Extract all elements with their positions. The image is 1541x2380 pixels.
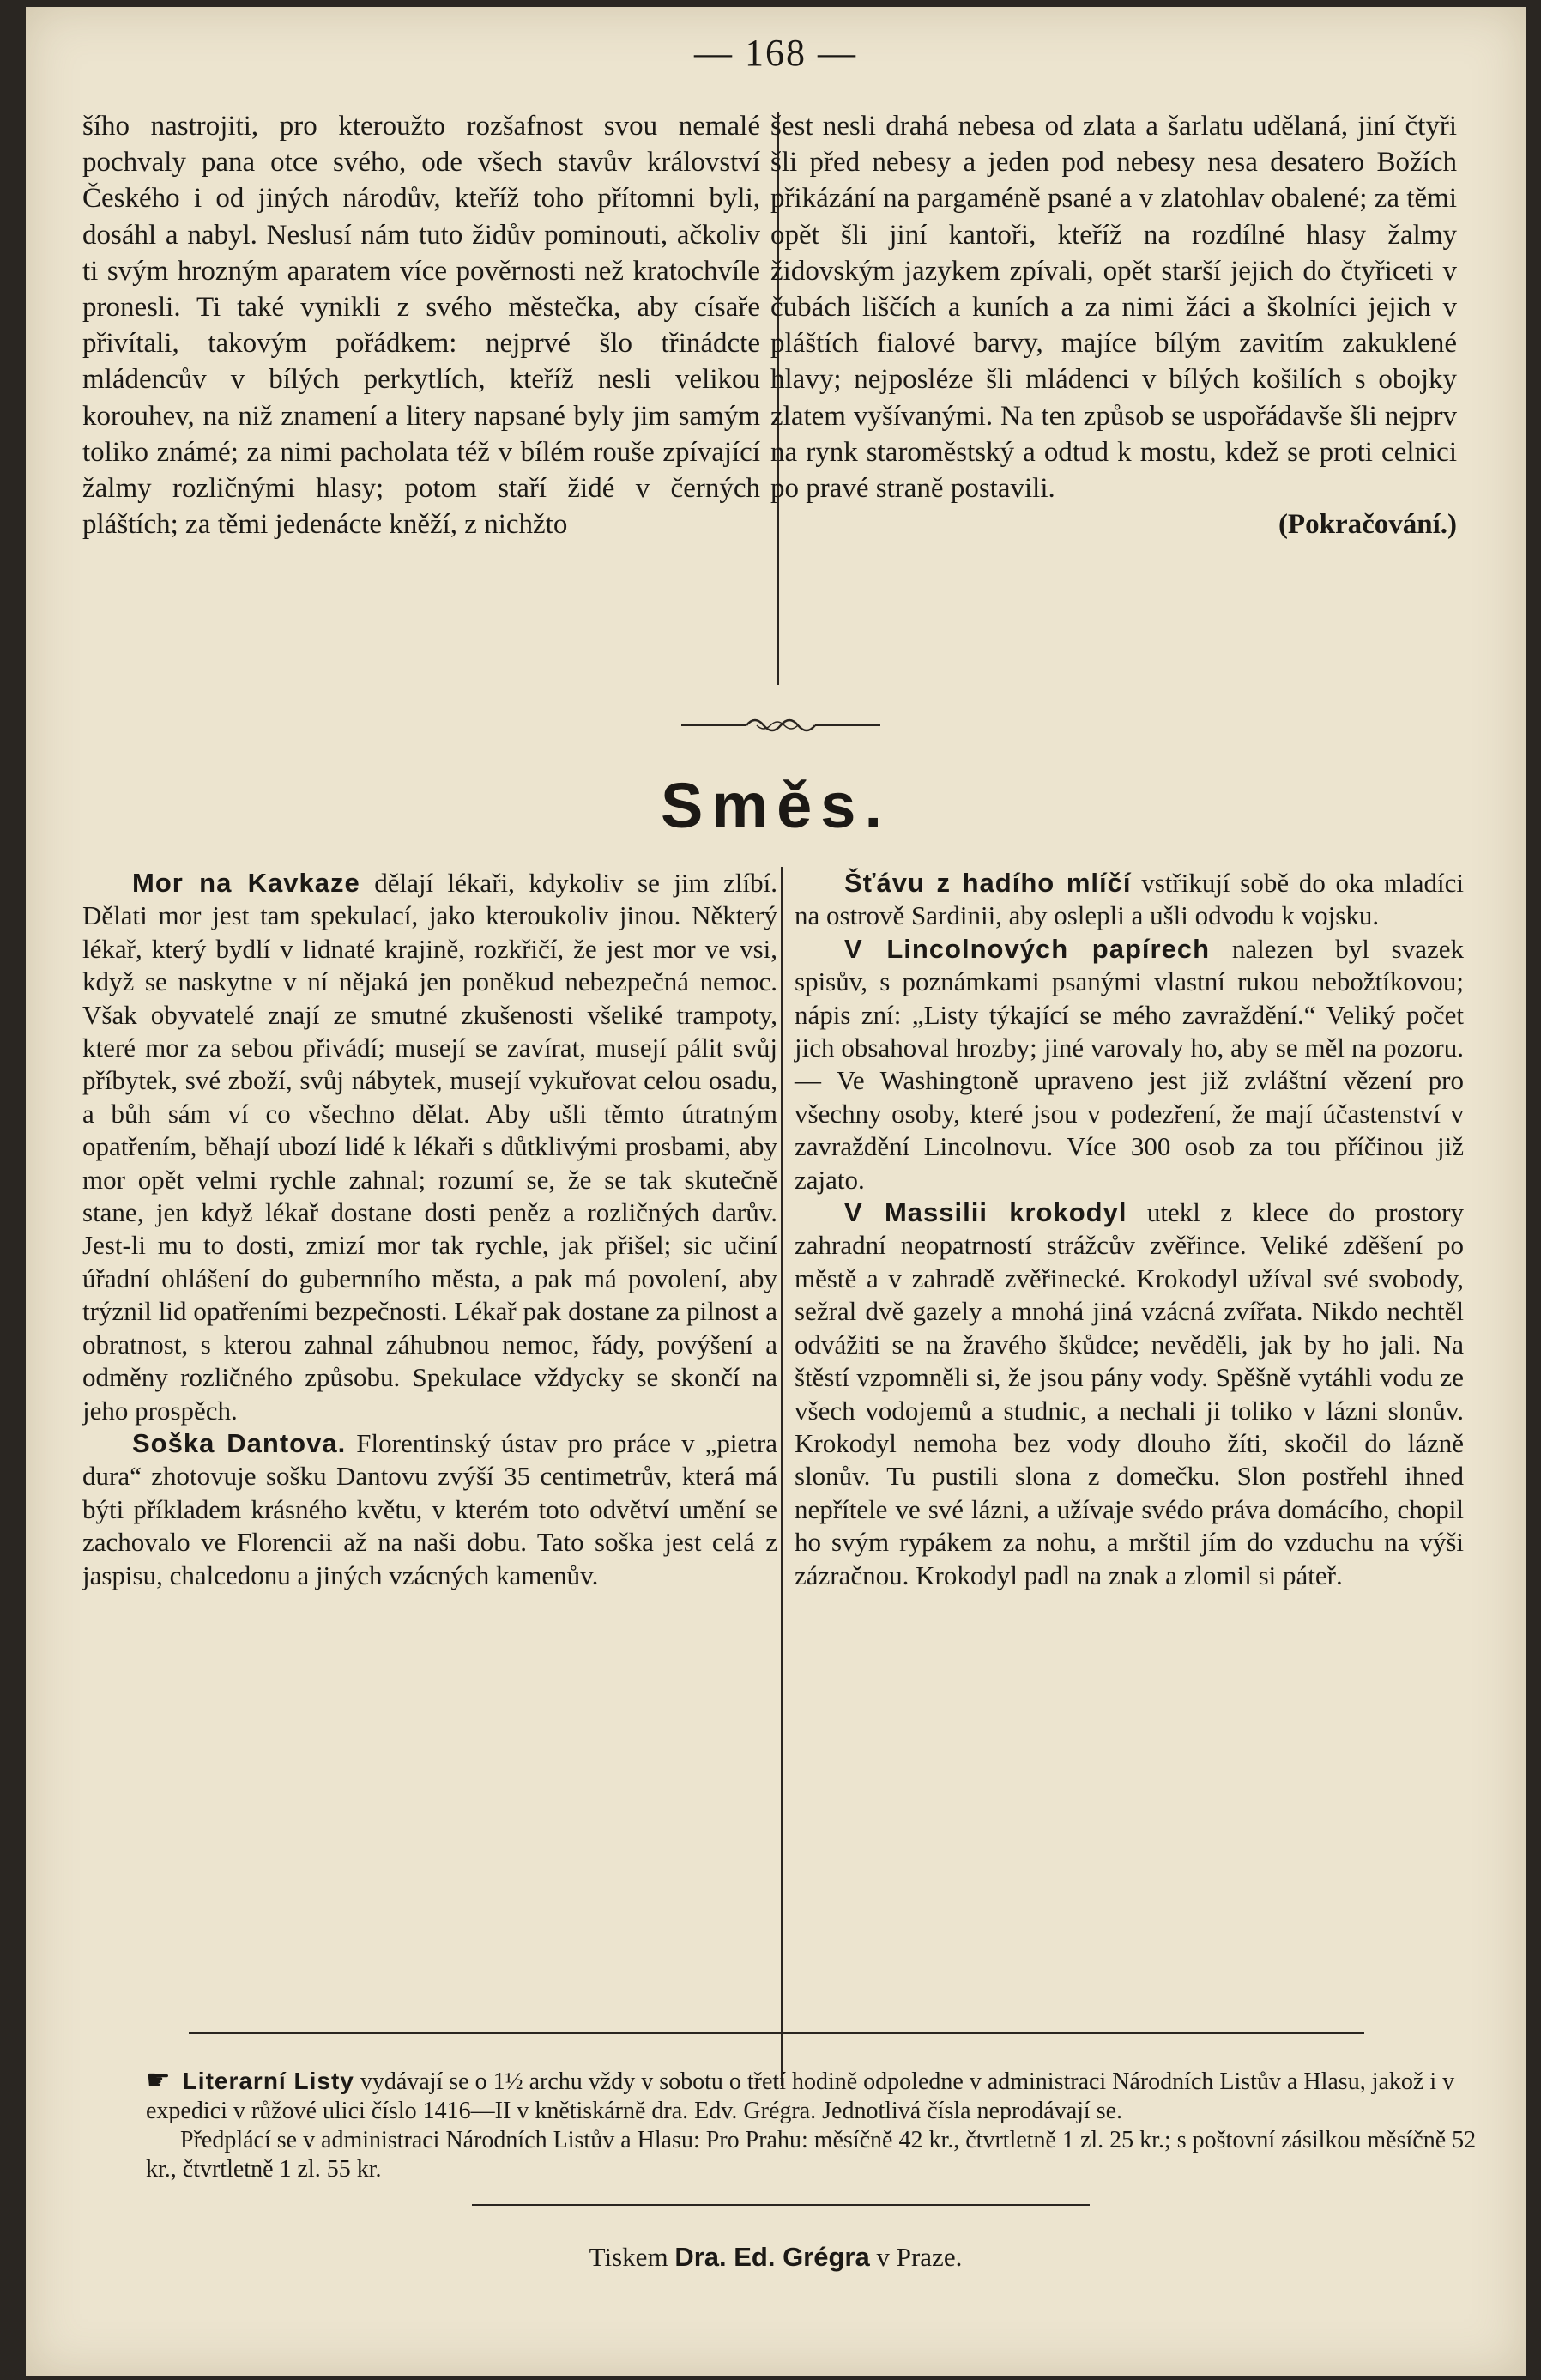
article-soska xyxy=(82,1427,777,1592)
column-bottom-right xyxy=(795,867,1464,1592)
article-body: utekl z klece do prostory zahradní neopatrností strážcův zvěřince. Veliké zděšení po městě a v zahradě zvěřinecké. Krokodyl užíval své svobody, sežral dvě gazely a mnohá jiná vzácná zvířata. Nikdo nechtěl odvážiti se na žravého škůdce; nevěděli, jak by ho jali. Na štěstí vzpomněli si, že jsou pány vody. Spěšně vytáhli vodu ze všech vodojemů a studnic, a nechali ji toliko v lázni slonův. Krokodyl nemoha bez vody dlouho žíti, skočil do lázně slonův. Tu pustili slona z domečku. Slon postřehl ihned nepřítele ve své lázni, a užívaje svédo práva domácího, chopil ho svým rypákem za nohu, a mrštil jím do vzduchu na výši zázračnou. Krokodyl padl na znak a zlomil si páteř. xyxy=(795,1197,1465,1590)
column-top-left xyxy=(82,108,760,542)
printer-prefix: Tiskem xyxy=(589,2242,668,2272)
article-body: Florentinský ústav pro práce v „pietra dura“ zhotovuje sošku Dantovu zvýší 35 centimetrův, která má býti příkladem krásného květu, v kterém toto odvětví umění se zachovalo ve Florencii až na naši dobu. Tato soška jest celá z jaspisu, chalcedonu a jiných vzácných kamenův. xyxy=(82,1427,778,1590)
printer-name: Dra. Ed. Grégra xyxy=(674,2242,870,2272)
pointing-hand-icon: ☛ xyxy=(146,2063,171,2096)
footer-rule xyxy=(189,2032,1364,2034)
article-mor xyxy=(82,867,777,1427)
article-heading: Mor na Kavkaze xyxy=(132,868,360,898)
printer-suffix: v Praze. xyxy=(876,2242,963,2272)
subscription-notice xyxy=(146,2065,1484,2184)
continued-article-text-left: šího nastrojiti, pro kteroužto rozšafnost svou nemalé pochvaly pana otce svého, ode všech stavův království Českého i od jiných národův, kteříž toho přítomni byli, dosáhl a nabyl. Neslusí nám tuto židův pominouti, ačkoliv ti svým hrozným aparatem více pověrnosti než kratochvíle pronesli. Ti také vynikli z svého městečka, aby císaře přivítali, takovým pořádkem: nejprvé šlo třinádcte mládencův v bílých perkytlích, kteříž nesli velikou korouhev, na niž znamení a litery napsané byly jim samým toliko známé; za nimi pacholata též v bílém rouše zpívající žalmy rozličnými hlasy; potom staří židé v černých pláštích; za těmi jedenácte kněží, z nichžto xyxy=(82,111,760,541)
notice-line-2: Předplácí se v administraci Národních Listův a Hlasu: Pro Prahu: měsíčně 42 kr., čtvrtletně 1 zl. 25 kr.; s poštovní zásilkou měsíčně 52 kr., čtvrtletně 1 zl. 55 kr. xyxy=(146,2127,1477,2183)
notice-text: vydávají se o 1½ archu vždy v sobotu o třetí hodině odpoledne v administraci Národních Listův a Hlasu, jakož i v expedici v růžové ulici číslo 1416—II v knětiskárně dra. Edv. Grégra. Jednotlivá čísla neprodávají se. xyxy=(146,2068,1455,2124)
article-body: dělají lékaři, kdykoliv se jim zlíbí. Dělati mor jest tam spekulací, jako kteroukoliv jinou. Některý lékař, který bydlí v lidnaté krajině, rozkřičí, že jest mor ve vsi, když se naskytne v ní nějaká jen poněkud nebezpečná nemoc. Však obyvatelé znají ze smutné zkušenosti všeliké trampoty, které mor za sebou přivádí; musejí se zavírat, musejí pálit svůj příbytek, své zboží, svůj nábytek, musejí vykuřovat celou osadu, a bůh sám ví co všechno dělat. Aby ušli těmto útratným opatřením, běhají ubozí lidé k lékaři s důtklivými prosbami, aby mor opět velmi rychle zahnal; rozumí se, že se tak skutečně stane, jen když lékař dostane dosti peněz a rozličných darův. Jest-li mu to dosti, zmizí mor tak rychle, jak přišel; sic učiní úřadní ohlášení do gubernního města, a pak má povolení, aby trýznil lid opatřeními bezpečnosti. Lékař pak dostane za pilnost a obratnost, s kterou zahnal záhubnou nemoc, řády, povýšení a odměny rozličného způsobu. Spekulace vždycky se skončí na jeho prospěch. xyxy=(82,868,777,1426)
printer-rule xyxy=(472,2204,1090,2206)
continued-article-text-right: šest nesli drahá nebesa od zlata a šarlatu udělaná, jiní čtyři šli před nebesy a jeden pod nebesy nesa desatero Božích přikázání na pargaméně psané a v zlatohlav obalené; za těmi opět šli jiní kantoři, kteříž na rozdílné hlasy žalmy židovským jazykem zpívali, opět starší jejich do čtyřiceti v čubách liščích a kuních a za nimi žáci a školníci jejich v pláštích fialové barvy, majíce bílým zavitím zakuklené hlavy; nejposléze šli mládenci v bílých košilích s obojky zlatem vyšívanými. Na ten způsob se uspořádavše šli nejprv na rynk staroměstský a odtud k mostu, kdež se proti celnici po pravé straně postavili. xyxy=(770,111,1457,505)
article-body: vstřikují sobě do oka mladíci na ostrově Sardinii, aby oslepli a ušli odvodu k vojsku. xyxy=(795,868,1465,931)
notice-line-1 xyxy=(146,2065,1484,2126)
printer-imprint xyxy=(26,2242,1526,2273)
article-lincoln xyxy=(795,933,1464,1196)
article-heading: V Lincolnových papírech xyxy=(844,933,1211,964)
ornament-divider xyxy=(678,712,884,738)
newspaper-page xyxy=(26,7,1526,2376)
continued-note: (Pokračování.) xyxy=(1278,509,1457,541)
section-title: Směs. xyxy=(660,770,891,841)
notice-publication-name: Literarní Listy xyxy=(182,2068,354,2094)
column-bottom-left xyxy=(82,867,777,1592)
article-body: nalezen byl svazek spisův, s poznámkami psanými vlastní rukou nebožtíkovou; nápis zní: „Listy týkající se mého zavraždění.“ Veliký počet jich obsahoval hrozby; jiné varovaly ho, aby se měl na pozoru. — Ve Washingtoně upraveno jest již zvláštní vězení pro všechny osoby, které jsou v podezření, že mají účastenství v zavraždění Lincolnovu. Více 300 osob za tou příčinou již zajato. xyxy=(795,933,1465,1195)
article-stavu xyxy=(795,867,1464,933)
column-divider-bottom xyxy=(781,867,783,2086)
article-heading: Šťávu z hadího mlíčí xyxy=(844,868,1132,898)
article-heading: V Massilii krokodyl xyxy=(844,1197,1127,1228)
column-top-right xyxy=(770,108,1457,542)
article-massilie xyxy=(795,1196,1464,1592)
page-number: — 168 — xyxy=(694,32,857,74)
article-heading: Soška Dantova. xyxy=(132,1427,347,1458)
